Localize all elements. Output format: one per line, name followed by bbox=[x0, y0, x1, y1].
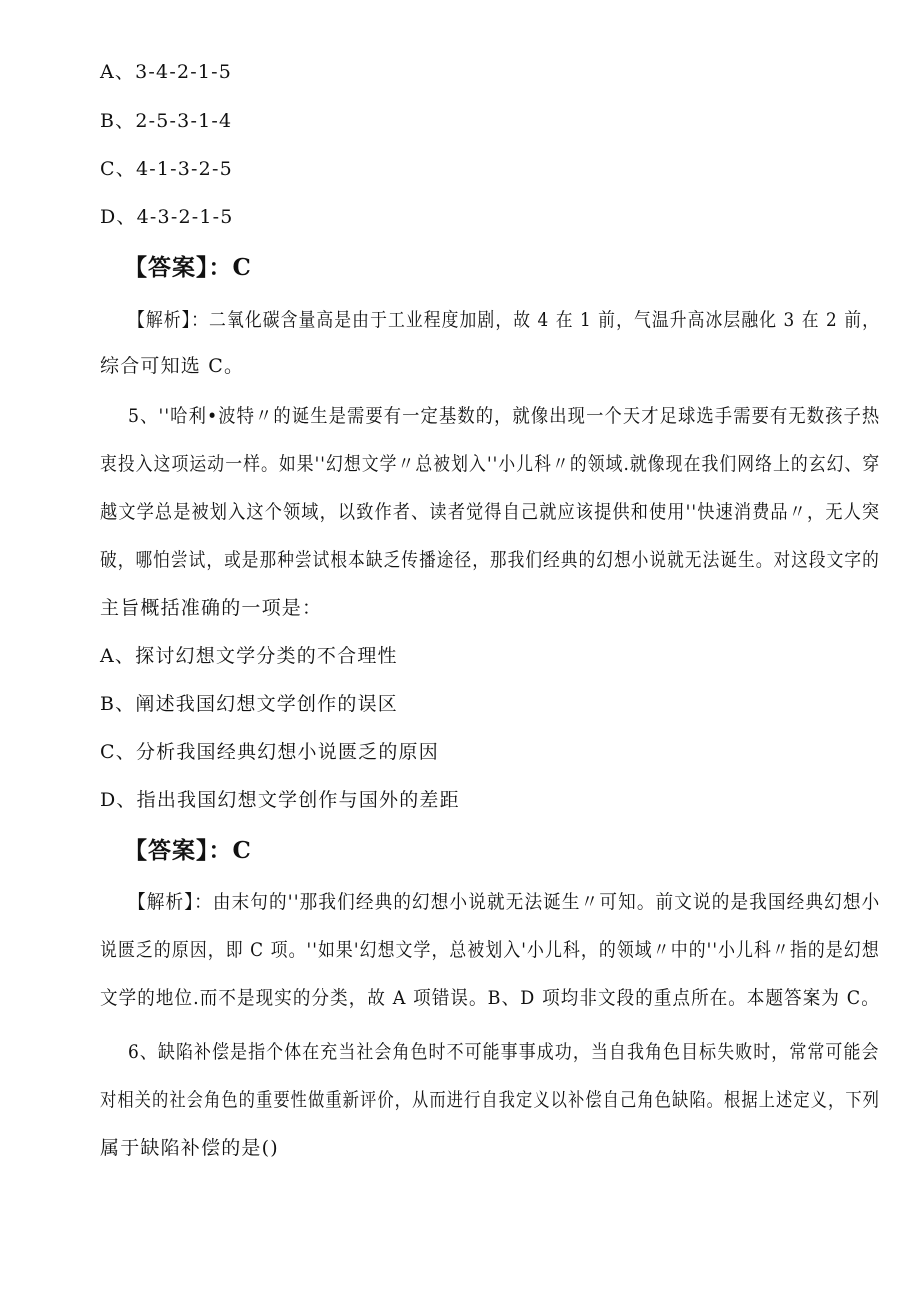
question-text: 主旨概括准确的一项是： bbox=[100, 597, 323, 619]
option-b: B、2-5-3-1-4 bbox=[100, 110, 233, 132]
question-text: 属于缺陷补偿的是() bbox=[100, 1137, 279, 1159]
option-c: C、4-1-3-2-5 bbox=[100, 158, 233, 180]
question-text: 破，哪怕尝试，或是那种尝试根本缺乏传播途径，那我们经典的幻想小说就无法诞生。对这段文字的 bbox=[100, 549, 880, 571]
option-a: A、探讨幻想文学分类的不合理性 bbox=[100, 645, 398, 667]
option-a: A、3-4-2-1-5 bbox=[100, 61, 233, 83]
answer-label: 【答案】：C bbox=[124, 254, 252, 281]
question-text: 对相关的社会角色的重要性做重新评价，从而进行自我定义以补偿自己角色缺陷。根据上述定义，下列 bbox=[100, 1089, 881, 1111]
answer-label: 【答案】：C bbox=[124, 837, 252, 864]
analysis-text: 说匮乏的原因，即 C 项。''如果'幻想文学，总被划入'小儿科，的领域〃中的''小儿科〃指的是幻想 bbox=[100, 939, 880, 961]
question-text: 6、缺陷补偿是指个体在充当社会角色时不可能事事成功，当自我角色目标失败时，常常可能会 bbox=[128, 1041, 880, 1063]
option-d: D、指出我国幻想文学创作与国外的差距 bbox=[100, 789, 460, 811]
analysis-text: 【解析】：由末句的''那我们经典的幻想小说就无法诞生〃可知。前文说的是我国经典幻想小 bbox=[128, 891, 881, 913]
question-text: 5、''哈利•波特〃的诞生是需要有一定基数的，就像出现一个天才足球选手需要有无数孩子热 bbox=[128, 405, 881, 427]
option-c: C、分析我国经典幻想小说匮乏的原因 bbox=[100, 741, 439, 763]
option-d: D、4-3-2-1-5 bbox=[100, 206, 234, 228]
question-text: 衷投入这项运动一样。如果''幻想文学〃总被划入''小儿科〃的领域.就像现在我们网络上的玄幻、穿 bbox=[100, 453, 881, 475]
analysis-text: 综合可知选 C。 bbox=[100, 355, 245, 377]
analysis-text: 文学的地位.而不是现实的分类，故 A 项错误。B、D 项均非文段的重点所在。本题答案为 C。 bbox=[100, 987, 880, 1009]
analysis-text: 【解析】：二氧化碳含量高是由于工业程度加剧，故 4 在 1 前，气温升高冰层融化 3 在 2 前， bbox=[128, 309, 880, 331]
option-b: B、阐述我国幻想文学创作的误区 bbox=[100, 693, 398, 715]
question-text: 越文学总是被划入这个领域，以致作者、读者觉得自己就应该提供和使用''快速消费品〃，无人突 bbox=[100, 501, 881, 523]
